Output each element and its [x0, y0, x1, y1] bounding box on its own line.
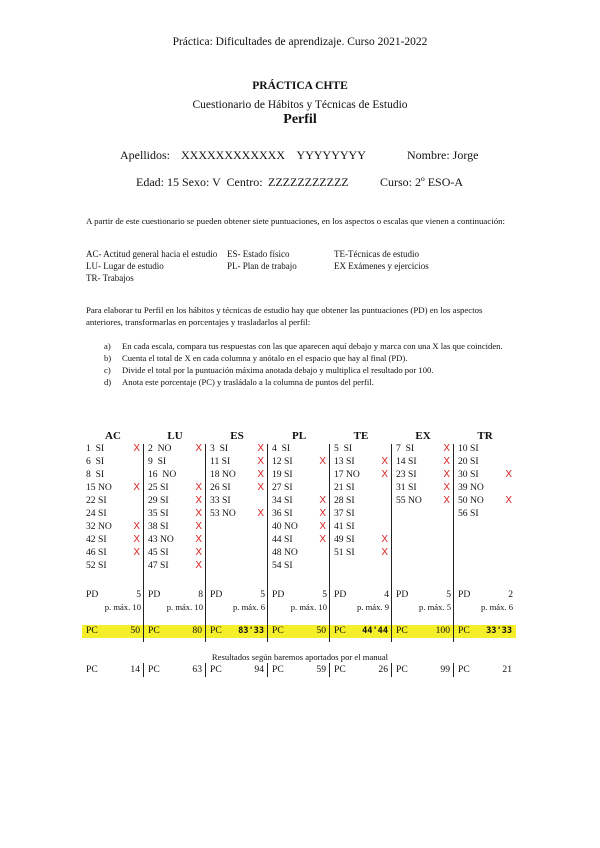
column-divider — [453, 663, 454, 677]
item-answer: 19 SI — [272, 469, 293, 480]
result-value: 63 — [192, 664, 202, 675]
x-mark: X — [257, 482, 264, 493]
manual-result — [206, 664, 268, 677]
column-ac — [82, 430, 144, 680]
item-row — [148, 560, 204, 573]
document-title: PRÁCTICA CHTE — [252, 80, 348, 92]
item-row — [148, 495, 204, 508]
item-answer: 35 SI — [148, 508, 169, 519]
item-row — [86, 521, 142, 534]
pc-value: 100 — [435, 625, 450, 636]
item-answer: 9 SI — [148, 456, 167, 467]
pd-label: PD — [272, 589, 285, 600]
document-subtitle: Cuestionario de Hábitos y Técnicas de Estudio — [192, 99, 408, 111]
item-answer: 21 SI — [334, 482, 355, 493]
item-row — [396, 456, 452, 469]
instruction-c: c) Divide el total por la puntuación máxima anotada debajo y multiplica el resultado por 100. — [104, 365, 434, 375]
item-row — [396, 469, 452, 482]
item-answer: 13 SI — [334, 456, 355, 467]
item-row — [272, 534, 328, 547]
item-answer: 34 SI — [272, 495, 293, 506]
item-row — [148, 534, 204, 547]
item-row — [210, 443, 266, 456]
pd-score — [210, 589, 265, 600]
column-divider — [143, 663, 144, 677]
pd-label: PD — [458, 589, 471, 600]
scale-te: TE-Técnicas de estudio — [334, 249, 419, 259]
manual-note: Resultados según baremos aportados por el manual — [211, 652, 389, 662]
item-answer: 37 SI — [334, 508, 355, 519]
column-divider — [205, 663, 206, 677]
column-ex — [392, 430, 454, 680]
x-mark: X — [195, 443, 202, 454]
curso-field: Curso: 2º ESO-A — [380, 175, 464, 189]
item-answer: 28 SI — [334, 495, 355, 506]
item-answer: 12 SI — [272, 456, 293, 467]
x-mark: X — [505, 495, 512, 506]
manual-result — [144, 664, 206, 677]
intro-paragraph: A partir de este cuestionario se pueden obtener siete puntuaciones, en los aspectos o escalas que vienen a continuación: — [86, 216, 505, 226]
pd-value: 5 — [136, 589, 141, 600]
item-answer: 14 SI — [396, 456, 417, 467]
item-answer: 11 SI — [210, 456, 231, 467]
column-header: PL — [291, 430, 307, 442]
item-answer: 47 SI — [148, 560, 169, 571]
column-header: TE — [353, 430, 369, 442]
result-value: 14 — [130, 664, 140, 675]
nombre-field: Nombre: Jorge — [407, 148, 479, 162]
x-mark: X — [319, 456, 326, 467]
column-divider — [329, 663, 330, 677]
instructions-intro: Para elaborar tu Perfil en los hábitos y técnicas de estudio hay que obtener las puntuaciones (PD) en los aspectos anteriores, transformarlas en porcentajes y trasladarlos al perfil: — [86, 305, 483, 327]
item-row — [86, 482, 142, 495]
pc-score — [206, 625, 268, 638]
pc-label: PC — [148, 625, 160, 636]
page-header: Práctica: Dificultades de aprendizaje. Curso 2021-2022 — [172, 36, 428, 48]
column-divider — [391, 663, 392, 677]
column-divider — [205, 444, 206, 642]
max-score: p. máx. 5 — [419, 602, 451, 612]
item-answer: 30 SI — [458, 469, 479, 480]
item-row — [396, 495, 452, 508]
item-answer: 46 SI — [86, 547, 107, 558]
item-answer: 51 SI — [334, 547, 355, 558]
scale-tr: TR- Trabajos — [86, 273, 134, 283]
item-row — [86, 456, 142, 469]
item-row — [210, 495, 266, 508]
profile-title: Perfil — [283, 112, 317, 127]
pd-score — [334, 589, 389, 600]
pc-label: PC — [272, 625, 284, 636]
x-mark: X — [257, 508, 264, 519]
item-answer: 48 NO — [272, 547, 298, 558]
x-mark: X — [381, 534, 388, 545]
x-mark: X — [133, 443, 140, 454]
item-answer: 16 NO — [148, 469, 177, 480]
item-answer: 2 NO — [148, 443, 172, 454]
item-answer: 33 SI — [210, 495, 231, 506]
item-row — [86, 495, 142, 508]
item-row — [334, 495, 390, 508]
scoring-table — [82, 430, 522, 680]
pc-value: 83'33 — [238, 626, 264, 636]
result-value: 59 — [316, 664, 326, 675]
item-answer: 5 SI — [334, 443, 353, 454]
column-tr — [454, 430, 516, 680]
item-answer: 49 SI — [334, 534, 355, 545]
pc-score — [82, 625, 144, 638]
x-mark: X — [381, 469, 388, 480]
column-header: TR — [477, 430, 493, 442]
pd-score — [458, 589, 513, 600]
pc-score — [268, 625, 330, 638]
item-row — [210, 456, 266, 469]
edad-sexo-centro-label: Edad: 15 Sexo: V Centro: — [136, 175, 263, 189]
pd-value: 5 — [260, 589, 265, 600]
x-mark: X — [319, 534, 326, 545]
item-row — [458, 482, 514, 495]
item-row — [272, 521, 328, 534]
item-row — [272, 495, 328, 508]
item-answer: 10 SI — [458, 443, 479, 454]
apellidos-label: Apellidos: — [120, 148, 170, 162]
x-mark: X — [319, 495, 326, 506]
pd-label: PD — [334, 589, 347, 600]
pd-label: PD — [86, 589, 99, 600]
result-label: PC — [210, 664, 222, 675]
pc-value: 50 — [130, 625, 140, 636]
item-row — [272, 443, 328, 456]
instruction-d: d) Anota este porcentaje (PC) y trasládalo a la columna de puntos del perfil. — [104, 377, 374, 387]
x-mark: X — [195, 534, 202, 545]
scale-pl: PL- Plan de trabajo — [227, 261, 297, 271]
item-row — [334, 469, 390, 482]
column-te — [330, 430, 392, 680]
item-answer: 39 NO — [458, 482, 484, 493]
item-answer: 38 SI — [148, 521, 169, 532]
pc-label: PC — [458, 625, 470, 636]
item-answer: 36 SI — [272, 508, 293, 519]
result-label: PC — [458, 664, 470, 675]
item-row — [148, 456, 204, 469]
item-answer: 17 NO — [334, 469, 360, 480]
column-divider — [267, 663, 268, 677]
pc-value: 33'33 — [486, 626, 512, 636]
item-answer: 29 SI — [148, 495, 169, 506]
item-row — [458, 456, 514, 469]
item-answer: 56 SI — [458, 508, 479, 519]
item-row — [334, 534, 390, 547]
item-answer: 45 SI — [148, 547, 169, 558]
item-answer: 18 NO — [210, 469, 236, 480]
item-row — [458, 495, 514, 508]
pd-score — [396, 589, 451, 600]
x-mark: X — [195, 521, 202, 532]
pc-score — [392, 625, 454, 638]
item-row — [86, 547, 142, 560]
scale-ac: AC- Actitud general hacia el estudio — [86, 249, 218, 259]
item-row — [272, 456, 328, 469]
x-mark: X — [195, 495, 202, 506]
manual-result — [82, 664, 144, 677]
pd-score — [148, 589, 203, 600]
item-row — [272, 482, 328, 495]
column-pl — [268, 430, 330, 680]
item-row — [272, 547, 328, 560]
x-mark: X — [443, 495, 450, 506]
item-answer: 3 SI — [210, 443, 229, 454]
item-answer: 22 SI — [86, 495, 107, 506]
column-lu — [144, 430, 206, 680]
pc-label: PC — [334, 625, 346, 636]
item-row — [86, 469, 142, 482]
max-score: p. máx. 9 — [357, 602, 389, 612]
x-mark: X — [257, 456, 264, 467]
pc-score — [144, 625, 206, 638]
item-row — [458, 469, 514, 482]
pd-value: 5 — [446, 589, 451, 600]
item-answer: 20 SI — [458, 456, 479, 467]
item-row — [86, 443, 142, 456]
pc-value: 44'44 — [362, 626, 388, 636]
x-mark: X — [133, 534, 140, 545]
x-mark: X — [505, 469, 512, 480]
item-answer: 44 SI — [272, 534, 293, 545]
item-row — [86, 560, 142, 573]
item-answer: 52 SI — [86, 560, 107, 571]
item-row — [148, 547, 204, 560]
item-answer: 7 SI — [396, 443, 415, 454]
item-answer: 43 NO — [148, 534, 174, 545]
item-answer: 24 SI — [86, 508, 107, 519]
item-answer: 54 SI — [272, 560, 293, 571]
item-row — [148, 508, 204, 521]
result-label: PC — [148, 664, 160, 675]
x-mark: X — [195, 508, 202, 519]
x-mark: X — [319, 521, 326, 532]
pc-label: PC — [86, 625, 98, 636]
instructions-list — [104, 340, 518, 388]
max-score: p. máx. 10 — [104, 602, 141, 612]
pc-score — [454, 625, 516, 638]
x-mark: X — [257, 469, 264, 480]
item-answer: 53 NO — [210, 508, 236, 519]
item-answer: 55 NO — [396, 495, 422, 506]
result-label: PC — [86, 664, 98, 675]
item-row — [334, 521, 390, 534]
item-answer: 50 NO — [458, 495, 484, 506]
result-value: 26 — [378, 664, 388, 675]
x-mark: X — [443, 469, 450, 480]
pc-label: PC — [210, 625, 222, 636]
x-mark: X — [133, 482, 140, 493]
column-header: LU — [167, 430, 183, 442]
item-row — [458, 508, 514, 521]
x-mark: X — [443, 443, 450, 454]
item-answer: 25 SI — [148, 482, 169, 493]
item-row — [334, 547, 390, 560]
pc-score — [330, 625, 392, 638]
item-row — [210, 482, 266, 495]
item-answer: 8 SI — [86, 469, 105, 480]
instruction-a: a) En cada escala, compara tus respuestas con las que aparecen aquí debajo y marca con una X las que coinciden. — [104, 341, 503, 351]
pd-value: 4 — [384, 589, 389, 600]
pc-value: 80 — [192, 625, 202, 636]
column-divider — [267, 444, 268, 642]
column-header: AC — [105, 430, 121, 442]
item-answer: 31 SI — [396, 482, 417, 493]
result-label: PC — [334, 664, 346, 675]
item-row — [210, 508, 266, 521]
item-answer: 6 SI — [86, 456, 105, 467]
column-divider — [329, 444, 330, 642]
manual-result — [330, 664, 392, 677]
max-score: p. máx. 6 — [233, 602, 265, 612]
pd-label: PD — [210, 589, 223, 600]
item-row — [458, 443, 514, 456]
column-divider — [143, 444, 144, 642]
item-answer: 23 SI — [396, 469, 417, 480]
manual-result — [268, 664, 330, 677]
item-row — [86, 508, 142, 521]
item-row — [148, 469, 204, 482]
item-answer: 41 SI — [334, 521, 355, 532]
item-row — [272, 560, 328, 573]
item-row — [148, 443, 204, 456]
pd-label: PD — [148, 589, 161, 600]
x-mark: X — [133, 547, 140, 558]
item-answer: 4 SI — [272, 443, 291, 454]
item-row — [334, 443, 390, 456]
pd-score — [272, 589, 327, 600]
pc-value: 50 — [316, 625, 326, 636]
scale-ex: EX Exámenes y ejercicios — [334, 261, 429, 271]
instruction-b: b) Cuenta el total de X en cada columna y anótalo en el espacio que hay al final (PD). — [104, 353, 408, 363]
x-mark: X — [195, 560, 202, 571]
item-row — [272, 508, 328, 521]
item-row — [334, 482, 390, 495]
manual-result — [392, 664, 454, 677]
item-row — [210, 469, 266, 482]
item-row — [396, 482, 452, 495]
pd-value: 2 — [508, 589, 513, 600]
item-answer: 26 SI — [210, 482, 231, 493]
pd-label: PD — [396, 589, 409, 600]
item-row — [396, 443, 452, 456]
item-answer: 15 NO — [86, 482, 112, 493]
pd-value: 5 — [322, 589, 327, 600]
column-header: ES — [230, 430, 244, 442]
item-answer: 42 SI — [86, 534, 107, 545]
pd-score — [86, 589, 141, 600]
item-row — [272, 469, 328, 482]
pc-label: PC — [396, 625, 408, 636]
result-label: PC — [272, 664, 284, 675]
item-row — [148, 521, 204, 534]
column-divider — [391, 444, 392, 642]
x-mark: X — [381, 547, 388, 558]
scale-es: ES- Estado físico — [227, 249, 290, 259]
result-label: PC — [396, 664, 408, 675]
manual-result — [454, 664, 516, 677]
x-mark: X — [381, 456, 388, 467]
centro-value: ZZZZZZZZZZZ — [268, 175, 349, 189]
x-mark: X — [133, 521, 140, 532]
result-value: 21 — [502, 664, 512, 675]
scale-lu: LU- Lugar de estudio — [86, 261, 164, 271]
x-mark: X — [443, 456, 450, 467]
max-score: p. máx. 6 — [481, 602, 513, 612]
item-row — [334, 508, 390, 521]
result-value: 99 — [440, 664, 450, 675]
max-score: p. máx. 10 — [290, 602, 327, 612]
x-mark: X — [195, 547, 202, 558]
max-score: p. máx. 10 — [166, 602, 203, 612]
x-mark: X — [195, 482, 202, 493]
x-mark: X — [319, 508, 326, 519]
item-answer: 1 SI — [86, 443, 105, 454]
column-header: EX — [415, 430, 431, 442]
item-answer: 27 SI — [272, 482, 293, 493]
item-answer: 40 NO — [272, 521, 298, 532]
apellidos-value: XXXXXXXXXXXX YYYYYYYY — [181, 148, 366, 162]
pd-value: 8 — [198, 589, 203, 600]
x-mark: X — [443, 482, 450, 493]
result-value: 94 — [254, 664, 264, 675]
item-row — [86, 534, 142, 547]
column-divider — [453, 444, 454, 642]
item-row — [334, 456, 390, 469]
item-row — [148, 482, 204, 495]
x-mark: X — [257, 443, 264, 454]
column-es — [206, 430, 268, 680]
item-answer: 32 NO — [86, 521, 112, 532]
